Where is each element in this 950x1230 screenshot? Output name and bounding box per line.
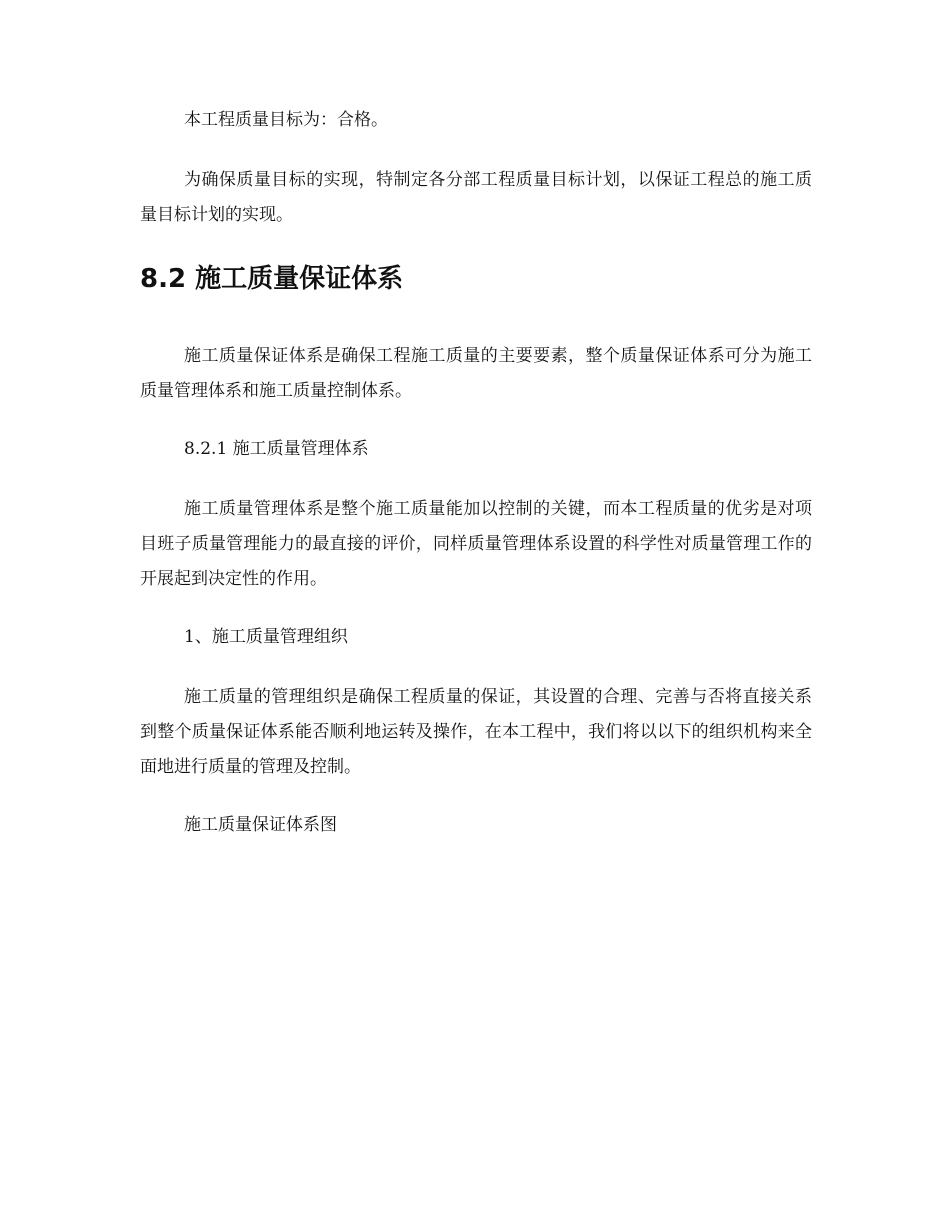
section-heading: 8.2 施工质量保证体系 [140,264,404,294]
subsection-heading: 8.2.1 施工质量管理体系 [184,439,369,459]
paragraph-assurance-system: 施工质量保证体系是确保工程施工质量的主要要素，整个质量保证体系可分为施工质量管理体系和施工质量控制体系。 [140,346,812,401]
paragraph-management-system: 施工质量管理体系是整个施工质量能加以控制的关键，而本工程质量的优劣是对项目班子质量管理能力的最直接的评价，同样质量管理体系设置的科学性对质量管理工作的开展起到决定性的作用。 [140,499,812,589]
paragraph-goal-plan: 为确保质量目标的实现，特制定各分部工程质量目标计划，以保证工程总的施工质量目标计划的实现。 [140,170,812,225]
paragraph-quality-goal: 本工程质量目标为：合格。 [184,110,388,130]
item-heading: 1、施工质量管理组织 [184,627,348,647]
figure-caption: 施工质量保证体系图 [184,815,337,835]
paragraph-management-organization: 施工质量的管理组织是确保工程质量的保证，其设置的合理、完善与否将直接关系到整个质量保证体系能否顺利地运转及操作，在本工程中，我们将以以下的组织机构来全面地进行质量的管理及控制。 [140,687,812,777]
